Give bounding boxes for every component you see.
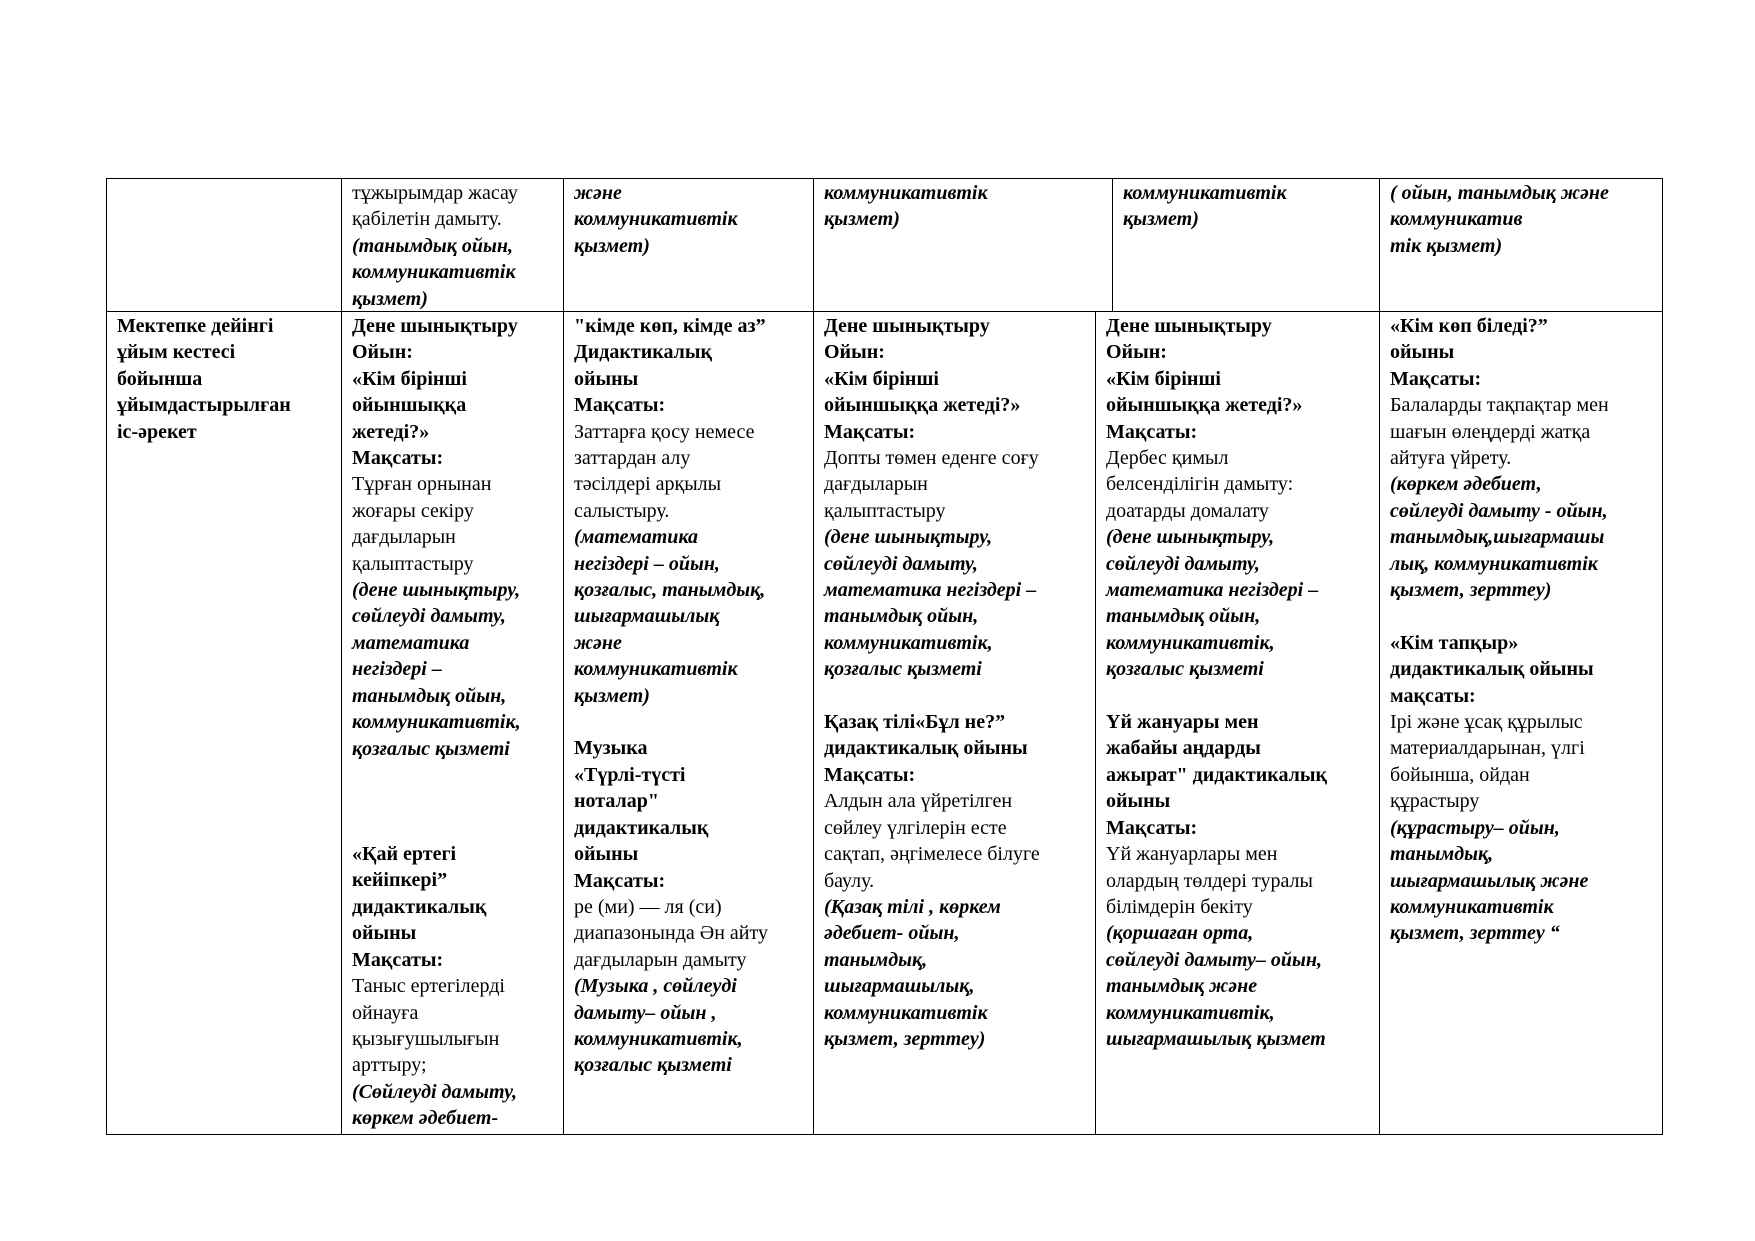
cell-text-line: Қазақ тілі«Бұл не?” [824,711,1006,734]
cell-text-line: жоғары секіру [352,499,474,522]
table-row-divider [106,311,1663,312]
cell-text-line: ойыны [352,922,417,945]
cell-text-line: Мектепке дейінгі [117,315,274,337]
cell-text-line: коммуникативтік [574,658,738,681]
cell-text-line: математика негіздері – [1106,579,1319,602]
cell-text-line: бойынша, ойдан [1390,763,1530,786]
cell-text-line: танымдық ойын, [824,605,979,628]
cell-text-line: сөйлеуді дамыту, [1106,552,1260,575]
cell-text-line: ойыны [574,843,639,866]
cell-text-line: танымдық және [1106,975,1258,998]
cell-text-line: «Кім бірінші [1106,367,1221,390]
cell-text-line: ұйымдастырылған [117,394,291,417]
cell-text-line: (дене шынықтыру, [824,526,993,549]
cell-text-line: Дене шынықтыру [824,315,990,337]
cell-text-line: (дене шынықтыру, [1106,526,1275,549]
cell-text-line: қозғалыс, танымдық, [574,579,766,602]
table-col-divider-1 [341,178,342,1135]
cell-text-line: Мақсаты: [574,869,666,892]
cell-text-line: баулу. [824,869,875,892]
cell-text-line [824,683,1040,709]
cell-text-line: сөйлеуді дамыту, [352,605,506,628]
cell-text-line: Алдын ала үйретілген [824,790,1013,813]
cell-text-line: дағдыларын дамыту [574,948,747,971]
cell-text-line [574,709,768,735]
cell-text-line: Ойын: [1106,341,1167,364]
cell-text-line: коммуникативтік [824,1001,988,1024]
cell-text-line: дидактикалық [352,895,487,918]
cell-text-line: білімдерін бекіту [1106,895,1253,918]
cell-text-line: қозғалыс қызметі [574,1054,732,1077]
cell-text-line: және [574,182,622,204]
cell-text-line: ноталар" [574,790,659,813]
cell-text-line: танымдық, [824,948,928,971]
cell-text-line: Үй жануарлары мен [1106,843,1278,866]
cell-text-line: қызмет) [1123,208,1199,231]
cell-text-line: материалдарынан, үлгі [1390,737,1585,760]
cell-text-line: Мақсаты: [824,420,916,443]
table-cell [824,313,1040,1052]
cell-text-line: Допты төмен еденге соғу [824,447,1039,470]
cell-text-line: (көркем әдебиет, [1390,473,1542,496]
cell-text-line: сөйлеу үлгілерін есте [824,816,1007,839]
table-cell [574,313,768,1079]
cell-text-line: (математика [574,526,699,549]
table-cell [1390,313,1609,947]
cell-text-line: дағдыларын [824,473,928,496]
cell-text-line: Мақсаты: [1106,816,1198,839]
cell-text-line: шығармашылық [574,605,720,628]
cell-text-line: жабайы аңдарды [1106,737,1261,760]
cell-text-line [1106,683,1327,709]
cell-text-line: сөйлеуді дамыту, [824,552,978,575]
cell-text-line: (дене шынықтыру, [352,579,521,602]
cell-text-line: шығармашылық, [824,975,975,998]
cell-text-line: Дене шынықтыру [1106,315,1272,337]
cell-text-line: және [574,631,622,654]
cell-text-line: «Кім тапқыр» [1390,631,1519,654]
cell-text-line: қызмет) [824,208,900,231]
cell-text-line: Дербес қимыл [1106,447,1229,470]
cell-text-line: қызмет, зерттеу “ [1390,922,1560,945]
cell-text-line: тәсілдері арқылы [574,473,722,496]
cell-text-line: Мақсаты: [1106,420,1198,443]
cell-text-line: сақтап, әңгімелесе білуге [824,843,1040,866]
cell-text-line: «Кім бірінші [352,367,467,390]
cell-text-line: коммуникативтік [1123,182,1287,204]
cell-text-line: Таныс ертегілерді [352,975,505,998]
cell-text-line: тұжырымдар жасау [352,182,518,204]
cell-text-line: дағдыларын [352,526,456,549]
table-col-divider-5 [1379,178,1380,1135]
table-col-divider-3 [813,178,814,1135]
cell-text-line: мақсаты: [1390,684,1476,707]
cell-text-line: Тұрған орнынан [352,473,492,496]
cell-text-line: Үй жануары мен [1106,711,1259,734]
cell-text-line: шығармашылық және [1390,869,1589,892]
cell-text-line: негіздері – [352,658,442,681]
cell-text-line: ойыншыққа жетеді?» [1106,394,1303,417]
cell-text-line: коммуникативтік, [352,711,521,734]
cell-text-line: арттыру; [352,1054,427,1077]
cell-text-line: қызмет) [352,287,428,310]
cell-text-line: Ірі және ұсақ құрылыс [1390,711,1583,734]
cell-text-line: дидактикалық ойыны [824,737,1028,760]
cell-text-line: (Музыка , сөйлеуді [574,975,737,998]
cell-text-line: «Кім көп біледі?” [1390,315,1548,337]
cell-text-line: коммуникативтік, [574,1027,743,1050]
cell-text-line [1390,603,1609,629]
table-col-divider-4-lower [1095,311,1096,1135]
cell-text-line: тік қызмет) [1390,234,1503,257]
cell-text-line: (Қазақ тілі , көркем [824,895,1001,918]
cell-text-line: ойыншыққа [352,394,467,417]
cell-text-line: қызығушылығын [352,1027,500,1050]
cell-text-line: ойнауға [352,1001,419,1024]
cell-text-line [352,815,521,841]
cell-text-line: ажырат" дидактикалық [1106,763,1328,786]
cell-text-line: айтуға үйрету. [1390,447,1512,470]
cell-text-line: коммуникатив [1390,208,1523,231]
cell-text-line: жетеді?» [352,420,430,443]
cell-text-line: ойыны [1390,341,1455,364]
cell-text-line: Ойын: [824,341,885,364]
table-cell [1106,313,1327,1052]
cell-text-line: коммуникативтік, [1106,1001,1275,1024]
cell-text-line: бойынша [117,367,203,390]
table-cell [1123,180,1287,233]
cell-text-line: шығармашылық қызмет [1106,1027,1326,1050]
table-border-top [106,178,1663,179]
table-cell-row-header [117,313,291,445]
cell-text-line: қабілетін дамыту. [352,208,502,231]
cell-text-line: қалыптастыру [824,499,946,522]
cell-text-line: Дидактикалық [574,341,713,364]
cell-text-line: дамыту– ойын , [574,1001,717,1024]
cell-text-line: коммуникативтік, [1106,631,1275,654]
cell-text-line: олардың төлдері туралы [1106,869,1313,892]
cell-text-line: дидактикалық ойыны [1390,658,1594,681]
cell-text-line: көркем әдебиет- [352,1107,499,1130]
table-cell [352,313,521,1132]
cell-text-line: танымдық,шығармашы [1390,526,1605,549]
cell-text-line: «Түрлі-түсті [574,763,686,786]
cell-text-line: (құрастыру– ойын, [1390,816,1560,839]
cell-text-line: математика [352,631,470,654]
cell-text-line: Мақсаты: [352,948,444,971]
cell-text-line: кейіпкері” [352,869,448,892]
cell-text-line: Мақсаты: [1390,367,1482,390]
cell-text-line: коммуникативтік [824,182,988,204]
cell-text-line: лық, коммуникативтік [1390,552,1598,575]
table-border-left [106,178,107,1135]
cell-text-line: қызмет) [574,684,650,707]
cell-text-line: шағын өлеңдерді жатқа [1390,420,1591,443]
cell-text-line: ойыны [574,367,639,390]
cell-text-line: әдебиет- ойын, [824,922,960,945]
cell-text-line: Мақсаты: [574,394,666,417]
table-cell [352,180,518,312]
cell-text-line: коммуникативтік [1390,895,1554,918]
cell-text-line: ойыны [1106,790,1171,813]
cell-text-line: ре (ми) — ля (си) [574,895,722,918]
table-border-bottom [106,1134,1663,1135]
cell-text-line: белсенділігін дамыту: [1106,473,1294,496]
cell-text-line: Ойын: [352,341,413,364]
cell-text-line: қозғалыс қызметі [824,658,982,681]
table-col-divider-2 [563,178,564,1135]
table-cell [824,180,988,233]
cell-text-line: қызмет, зерттеу) [824,1027,986,1050]
cell-text-line: сөйлеуді дамыту - ойын, [1390,499,1608,522]
cell-text-line: Музыка [574,737,648,760]
cell-text-line [352,762,521,788]
cell-text-line: коммуникативтік [574,208,738,231]
cell-text-line: ( ойын, танымдық және [1390,182,1609,204]
cell-text-line: дидактикалық [574,816,709,839]
cell-text-line: қозғалыс қызметі [1106,658,1264,681]
cell-text-line: құрастыру [1390,790,1480,813]
cell-text-line: қалыптастыру [352,552,474,575]
cell-text-line: диапазонында Ән айту [574,922,768,945]
cell-text-line: салыстыру. [574,499,670,522]
cell-text-line: коммуникативтік, [824,631,993,654]
table-col-divider-4-upper [1112,178,1113,311]
cell-text-line: қозғалыс қызметі [352,737,510,760]
table-cell [574,180,738,259]
cell-text-line: «Қай ертегі [352,843,457,866]
cell-text-line: іс-әрекет [117,420,197,443]
cell-text-line: коммуникативтік [352,261,516,284]
cell-text-line: танымдық ойын, [1106,605,1261,628]
cell-text-line: ойыншыққа жетеді?» [824,394,1021,417]
table-border-right [1662,178,1663,1135]
cell-text-line: заттардан алу [574,447,691,470]
cell-text-line: (қоршаған орта, [1106,922,1254,945]
cell-text-line: Заттарға қосу немесе [574,420,755,443]
cell-text-line: (танымдық ойын, [352,234,513,257]
cell-text-line: доатарды домалату [1106,499,1269,522]
cell-text-line: қызмет, зерттеу) [1390,579,1552,602]
cell-text-line: сөйлеуді дамыту– ойын, [1106,948,1322,971]
cell-text-line: танымдық ойын, [352,684,507,707]
cell-text-line: математика негіздері – [824,579,1037,602]
cell-text-line [352,788,521,814]
cell-text-line: "кімде көп, кімде аз” [574,315,766,337]
cell-text-line: танымдық, [1390,843,1494,866]
cell-text-line: Мақсаты: [352,447,444,470]
cell-text-line: негіздері – ойын, [574,552,720,575]
cell-text-line: «Кім бірінші [824,367,939,390]
table-cell [1390,180,1609,259]
cell-text-line: Балаларды тақпақтар мен [1390,394,1609,417]
cell-text-line: Дене шынықтыру [352,315,518,337]
cell-text-line: Мақсаты: [824,763,916,786]
cell-text-line: қызмет) [574,234,650,257]
cell-text-line: (Сөйлеуді дамыту, [352,1080,517,1103]
cell-text-line: ұйым кестесі [117,341,236,364]
